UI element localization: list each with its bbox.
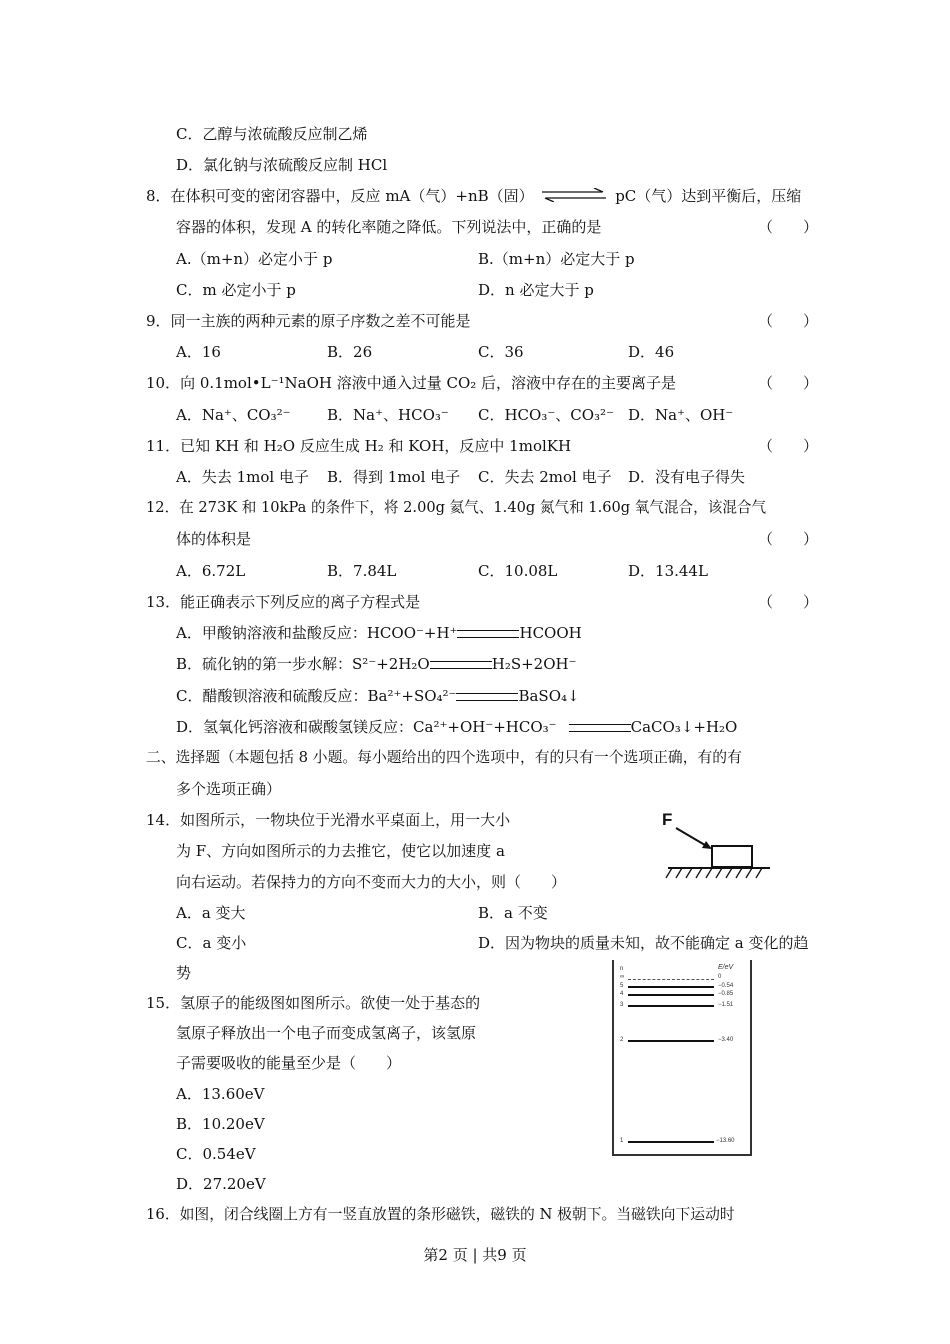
q12-option-c: C．10.08L xyxy=(478,562,558,580)
q11-option-b: B．得到 1mol 电子 xyxy=(327,468,461,486)
q8-option-b: B.（m+n）必定大于 p xyxy=(478,250,635,268)
q13-a-products: HCOOH xyxy=(519,624,582,642)
q11-option-c: C．失去 2mol 电子 xyxy=(478,468,612,486)
level-1-n: 1 xyxy=(620,1138,624,1144)
q7-option-c: C．乙醇与浓硫酸反应制乙烯 xyxy=(176,125,368,143)
q13-b-reactants: B．硫化钠的第一步水解：S²⁻+2H₂O xyxy=(176,655,430,673)
q14-stem-line1: 14．如图所示，一物块位于光滑水平桌面上，用一大小 xyxy=(146,811,511,829)
level-line-5 xyxy=(628,986,714,988)
level-inf-n: ∞ xyxy=(620,974,625,980)
q13-d-products: CaCO₃↓+H₂O xyxy=(630,718,738,736)
q9-option-c: C．36 xyxy=(478,343,524,361)
level-line-1 xyxy=(628,1141,714,1143)
page-footer: 第2 页 | 共9 页 xyxy=(423,1246,527,1264)
q13-a-reactants: A．甲酸钠溶液和盐酸反应：HCOO⁻+H⁺ xyxy=(176,624,458,642)
q12-option-b: B．7.84L xyxy=(327,562,397,580)
block xyxy=(712,846,752,867)
q12-answer-blank: （ ） xyxy=(758,530,819,548)
q14-force-diagram xyxy=(660,806,792,888)
q9-stem: 9．同一主族的两种元素的原子序数之差不可能是 xyxy=(146,312,471,330)
q13-answer-blank: （ ） xyxy=(758,593,819,611)
q13-option-c xyxy=(176,686,580,706)
q10-option-c: C．HCO₃⁻、CO₃²⁻ xyxy=(478,406,614,424)
q10-option-a: A．Na⁺、CO₃²⁻ xyxy=(176,406,291,424)
energy-level-diagram xyxy=(612,960,752,1156)
equals-sign-icon xyxy=(569,724,631,732)
force-arrow-icon xyxy=(676,828,712,849)
q10-answer-blank: （ ） xyxy=(758,374,819,392)
q15-stem-line3: 子需要吸收的能量至少是（ ） xyxy=(176,1054,402,1072)
q8-answer-blank: （ ） xyxy=(758,218,819,236)
level-inf-e: 0 xyxy=(718,974,722,980)
level-5-n: 5 xyxy=(620,983,624,989)
q15-option-c: C．0.54eV xyxy=(176,1145,256,1163)
q12-option-a: A．6.72L xyxy=(176,562,246,580)
equilibrium-arrow-icon xyxy=(540,187,608,207)
q8-stem-part2: pC（气）达到平衡后，压缩 xyxy=(615,187,802,205)
q13-stem: 13．能正确表示下列反应的离子方程式是 xyxy=(146,593,421,611)
q14-option-b: B．a 不变 xyxy=(478,904,548,922)
q14-option-d-line2: 势 xyxy=(176,964,192,982)
q15-option-b: B．10.20eV xyxy=(176,1115,265,1133)
q14-stem-line2: 为 F、方向如图所示的力去推它，使它以加速度 a xyxy=(176,842,505,860)
equals-sign-icon xyxy=(430,661,492,669)
q14-option-d-line1: D．因为物块的质量未知，故不能确定 a 变化的趋 xyxy=(478,934,809,952)
q9-option-a: A．16 xyxy=(176,343,221,361)
q7-option-d: D．氯化钠与浓硫酸反应制 HCl xyxy=(176,156,388,174)
level-line-3 xyxy=(628,1005,714,1007)
q11-answer-blank: （ ） xyxy=(758,437,819,455)
q8-stem-line2: 容器的体积，发现 A 的转化率随之降低。下列说法中，正确的是 xyxy=(176,218,602,236)
q9-option-b: B．26 xyxy=(327,343,373,361)
q8-stem-part1: 8．在体积可变的密闭容器中，反应 mA（气）+nB（固） xyxy=(146,187,534,205)
q12-stem-line1: 12．在 273K 和 10kPa 的条件下，将 2.00g 氦气、1.40g 氮气和 1.60g 氧气混合，该混合气 xyxy=(146,499,767,516)
q11-stem: 11．已知 KH 和 H₂O 反应生成 H₂ 和 KOH，反应中 1molKH xyxy=(146,437,572,455)
q10-option-b: B．Na⁺、HCO₃⁻ xyxy=(327,406,449,424)
q9-option-d: D．46 xyxy=(628,343,675,361)
level-5-e: −0.54 xyxy=(718,983,734,989)
q14-option-a: A．a 变大 xyxy=(176,904,246,922)
q8-option-a: A.（m+n）必定小于 p xyxy=(176,250,333,268)
q9-answer-blank: （ ） xyxy=(758,312,819,330)
q14-stem-line3: 向右运动。若保持力的方向不变而大力的大小，则（ ） xyxy=(176,873,567,891)
equals-sign-icon xyxy=(456,693,518,701)
n-axis-header: n xyxy=(620,966,624,972)
q14-option-c: C．a 变小 xyxy=(176,934,247,952)
q15-stem-line1: 15．氢原子的能级图如图所示。欲使一处于基态的 xyxy=(146,994,481,1012)
level-2-e: −3.40 xyxy=(718,1037,734,1043)
level-2-n: 2 xyxy=(620,1037,624,1043)
q10-stem: 10．向 0.1mol•L⁻¹NaOH 溶液中通入过量 CO₂ 后，溶液中存在的主要离子是 xyxy=(146,374,677,392)
q13-c-products: BaSO₄↓ xyxy=(518,687,580,705)
q15-stem-line2: 氢原子释放出一个电子而变成氢离子，该氢原 xyxy=(176,1024,477,1042)
q8-option-d: D．n 必定大于 p xyxy=(478,281,594,299)
q12-option-d: D．13.44L xyxy=(628,562,708,580)
energy-axis-header: E/eV xyxy=(718,964,734,971)
q11-option-d: D．没有电子得失 xyxy=(628,468,746,486)
level-3-n: 3 xyxy=(620,1002,624,1008)
q12-stem-line2: 体的体积是 xyxy=(176,530,252,548)
force-label: F xyxy=(662,810,673,829)
q10-option-d: D．Na⁺、OH⁻ xyxy=(628,406,734,424)
q13-b-products: H₂S+2OH⁻ xyxy=(491,655,577,673)
level-1-e: −13.60 xyxy=(716,1138,735,1144)
level-line-inf xyxy=(628,979,714,980)
q13-option-a xyxy=(176,623,582,643)
q13-d-reactants: D．氢氧化钙溶液和碳酸氢镁反应：Ca²⁺+OH⁻+HCO₃⁻ xyxy=(176,718,557,736)
level-4-e: −0.85 xyxy=(718,991,734,997)
equals-sign-icon xyxy=(457,630,519,638)
level-3-e: −1.51 xyxy=(718,1002,734,1008)
q15-option-a: A．13.60eV xyxy=(176,1085,265,1103)
q8-stem-line1 xyxy=(146,186,801,207)
section2-heading-line1: 二、选择题（本题包括 8 小题。每小题给出的四个选项中，有的只有一个选项正确，有的有 xyxy=(146,749,742,766)
level-4-n: 4 xyxy=(620,991,624,997)
section2-heading-line2: 多个选项正确） xyxy=(176,780,282,798)
q13-option-d xyxy=(176,717,737,737)
q16-stem: 16．如图，闭合线圈上方有一竖直放置的条形磁铁，磁铁的 N 极朝下。当磁铁向下运动时 xyxy=(146,1206,735,1223)
q11-option-a: A．失去 1mol 电子 xyxy=(176,468,309,486)
table-surface xyxy=(666,868,770,878)
q8-option-c: C．m 必定小于 p xyxy=(176,281,296,299)
q13-option-b xyxy=(176,654,577,674)
level-line-4 xyxy=(628,994,714,996)
q15-option-d: D．27.20eV xyxy=(176,1175,266,1193)
level-line-2 xyxy=(628,1040,714,1042)
q13-c-reactants: C．醋酸钡溶液和硫酸反应：Ba²⁺+SO₄²⁻ xyxy=(176,687,457,705)
